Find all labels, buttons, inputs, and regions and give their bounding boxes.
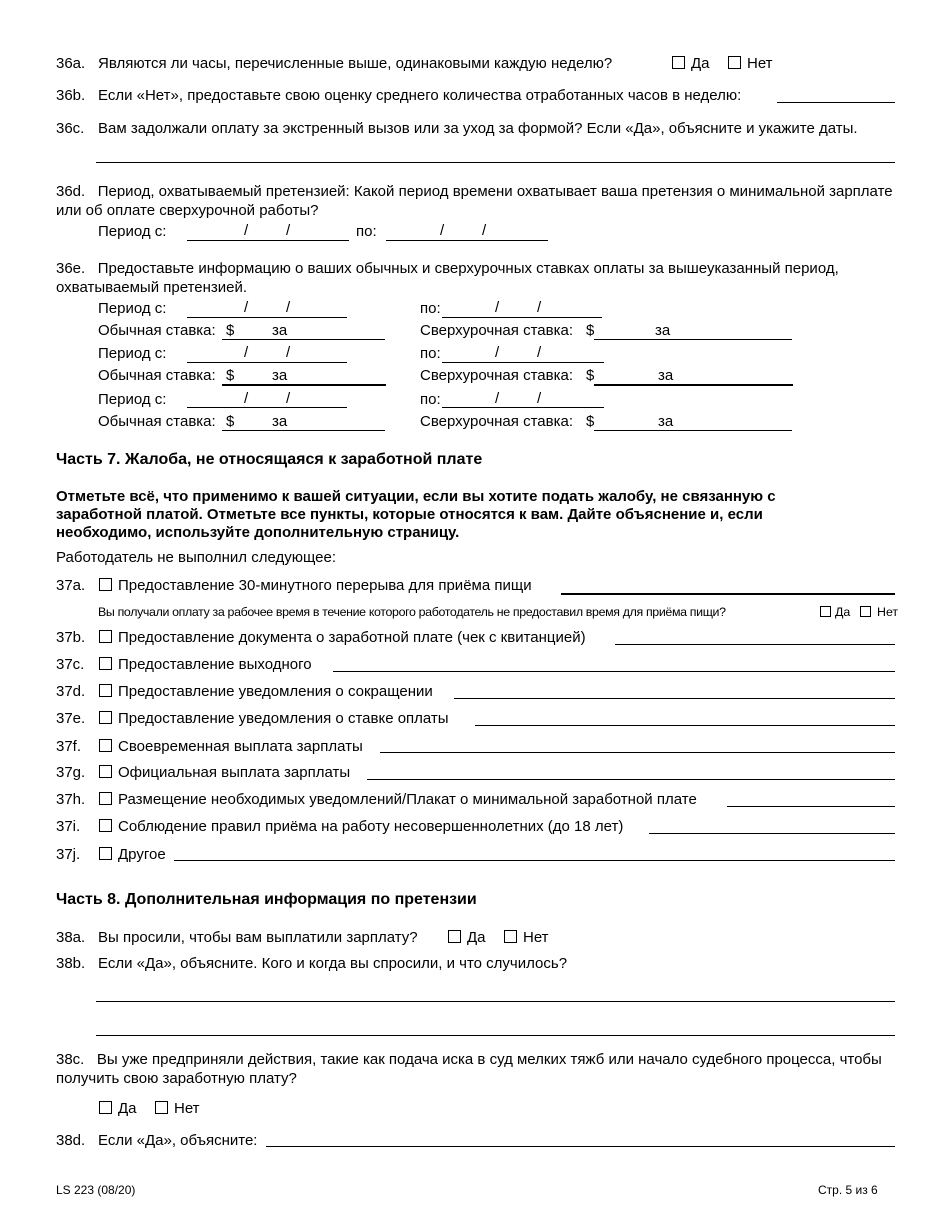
date-separator: / [537,299,542,316]
q37d-label: Предоставление уведомления о сокращении [118,683,433,700]
q36c-answer-line[interactable] [96,162,895,163]
q37c-explanation-line[interactable] [333,671,895,672]
checkbox[interactable] [99,792,112,805]
q36e-block [56,259,896,297]
q36e-overtime-rate-label-3: Сверхурочная ставка: [420,413,573,430]
checkbox[interactable] [99,657,112,670]
date-separator: / [286,299,291,316]
q36a-yes-option[interactable] [672,55,710,73]
q37d-option[interactable] [99,683,433,701]
q37i-label: Соблюдение правил приёма на работу несовершеннолетних (до 18 лет) [118,818,624,835]
q38d-number: 38d. [56,1132,86,1149]
checkbox[interactable] [728,56,741,69]
q36e-question: Предоставьте информацию о ваших обычных и сверхурочных ставках оплаты за вышеуказанный период, охватываемый претензией. [56,260,839,296]
dollar-sign: $ [226,367,235,384]
q36e-overtime-rate-field-2[interactable] [594,384,793,386]
q36e-to-date-field-1[interactable] [442,317,602,318]
date-separator: / [244,299,249,316]
checkbox[interactable] [99,578,112,591]
q36d-block [56,182,896,220]
q36e-to-label-3: по: [420,391,441,408]
checkbox[interactable] [448,930,461,943]
q38b-number: 38b. [56,955,86,972]
q38d-answer-line[interactable] [266,1146,895,1147]
q36e-from-label-2: Период с: [98,345,167,362]
checkbox[interactable] [99,684,112,697]
checkbox[interactable] [672,56,685,69]
q37a-explanation-line[interactable] [561,593,895,595]
date-separator: / [482,222,487,239]
q36c-number: 36c. [56,120,85,137]
q36d-number: 36d. [56,183,86,200]
per-label: за [658,367,674,384]
q36a-question: Являются ли часы, перечисленные выше, одинаковыми каждую неделю? [98,55,613,72]
q36e-from-label-3: Период с: [98,391,167,408]
q36a-no-option[interactable] [728,55,773,73]
yes-label: Да [691,55,710,72]
date-separator: / [286,222,291,239]
q37c-number: 37c. [56,656,85,673]
q38a-no-option[interactable] [504,929,549,947]
date-separator: / [537,390,542,407]
q36e-regular-rate-label-3: Обычная ставка: [98,413,216,430]
dollar-sign: $ [586,322,595,339]
checkbox[interactable] [99,819,112,832]
q37e-explanation-line[interactable] [475,725,895,726]
q36d-from-label: Период с: [98,223,167,240]
q36a-number: 36a. [56,55,86,72]
q36e-from-date-field-2[interactable] [187,362,347,363]
checkbox[interactable] [99,847,112,860]
date-separator: / [244,390,249,407]
q36e-regular-rate-field-1[interactable] [222,339,385,340]
q36d-to-label: по: [356,223,377,240]
q37c-option[interactable] [99,656,312,674]
q36e-number: 36e. [56,260,86,277]
q37a-option[interactable] [99,577,532,595]
q36e-from-label-1: Период с: [98,300,167,317]
date-separator: / [286,344,291,361]
yes-label: Да [835,605,851,619]
q37a-sub-yes-option[interactable] [820,603,850,621]
q36e-regular-rate-field-2[interactable] [222,384,386,386]
q38a-question: Вы просили, чтобы вам выплатили зарплату? [98,929,418,946]
q38b-answer-line-1[interactable] [96,1001,895,1002]
q37h-label: Размещение необходимых уведомлений/Плакат о минимальной заработной плате [118,791,697,808]
q36e-to-label-1: по: [420,300,441,317]
per-label: за [272,367,288,384]
q37g-explanation-line[interactable] [367,779,895,780]
footer-form-id: LS 223 (08/20) [56,1183,136,1197]
q36e-to-date-field-3[interactable] [442,407,604,408]
q37b-option[interactable] [99,629,586,647]
q38d-question: Если «Да», объясните: [98,1132,258,1149]
date-separator: / [244,222,249,239]
q37i-number: 37i. [56,818,81,835]
date-separator: / [537,344,542,361]
date-separator: / [495,344,500,361]
yes-label: Да [118,1100,137,1117]
q37d-explanation-line[interactable] [454,698,895,699]
q37g-label: Официальная выплата зарплаты [118,764,351,781]
q36e-overtime-rate-label-1: Сверхурочная ставка: [420,322,573,339]
q38b-question: Если «Да», объясните. Кого и когда вы спросили, и что случилось? [98,955,568,972]
q37f-number: 37f. [56,738,82,755]
q37a-sub-question: Вы получали оплату за рабочее время в течение которого работодатель не предоставил время для приёма пищи? [98,605,726,619]
q37c-label: Предоставление выходного [118,656,312,673]
q38c-number: 38c. [56,1051,85,1068]
date-separator: / [440,222,445,239]
per-label: за [655,322,671,339]
date-separator: / [244,344,249,361]
q37j-number: 37j. [56,846,81,863]
part7-employer-label: Работодатель не выполнил следующее: [56,549,337,566]
checkbox[interactable] [155,1101,168,1114]
q37b-label: Предоставление документа о заработной плате (чек с квитанцией) [118,629,586,646]
q37h-option[interactable] [99,791,697,809]
q36d-question: Период, охватываемый претензией: Какой период времени охватывает ваша претензия о минимальной зарплате или об оплате сверхурочной работы? [56,183,893,219]
checkbox[interactable] [99,765,112,778]
q36b-answer-line[interactable] [777,102,895,103]
q37b-number: 37b. [56,629,86,646]
footer-page-number: Стр. 5 из 6 [818,1183,878,1197]
checkbox[interactable] [99,739,112,752]
q36e-to-label-2: по: [420,345,441,362]
part8-heading: Часть 8. Дополнительная информация по претензии [56,891,477,908]
yes-label: Да [467,929,486,946]
q36d-from-date-field[interactable] [187,240,349,241]
q37b-explanation-line[interactable] [615,644,895,645]
q36e-to-date-field-2[interactable] [442,362,604,363]
q36e-regular-rate-field-3[interactable] [222,430,385,431]
q36e-regular-rate-label-1: Обычная ставка: [98,322,216,339]
q37d-number: 37d. [56,683,86,700]
q36e-overtime-rate-field-3[interactable] [594,430,792,431]
q36d-to-date-field[interactable] [386,240,548,241]
q36e-from-date-field-3[interactable] [187,407,347,408]
date-separator: / [495,299,500,316]
q36b-question: Если «Нет», предоставьте свою оценку среднего количества отработанных часов в неделю: [98,87,742,104]
q36e-overtime-rate-field-1[interactable] [594,339,792,340]
per-label: за [658,413,674,430]
q38b-answer-line-2[interactable] [96,1035,895,1036]
q36e-from-date-field-1[interactable] [187,317,347,318]
per-label: за [272,413,288,430]
checkbox[interactable] [504,930,517,943]
q37g-option[interactable] [99,764,350,782]
part7-heading: Часть 7. Жалоба, не относящаяся к заработной плате [56,451,483,468]
dollar-sign: $ [586,413,595,430]
q38c-question: Вы уже предприняли действия, такие как подача иска в суд мелких тяжб или начало судебного процесса, чтобы получить свою заработную плату? [56,1051,882,1087]
q37f-label: Своевременная выплата зарплаты [118,738,363,755]
q37h-explanation-line[interactable] [727,806,895,807]
checkbox[interactable] [99,1101,112,1114]
q37a-label: Предоставление 30-минутного перерыва для приёма пищи [118,577,532,594]
q36c-question: Вам задолжали оплату за экстренный вызов или за уход за формой? Если «Да», объясните и укажите даты. [98,120,858,137]
q37e-label: Предоставление уведомления о ставке оплаты [118,710,449,727]
q37i-option[interactable] [99,818,623,836]
per-label: за [272,322,288,339]
q38a-number: 38a. [56,929,86,946]
q36e-regular-rate-label-2: Обычная ставка: [98,367,216,384]
date-separator: / [286,390,291,407]
q37h-number: 37h. [56,791,86,808]
q38c-no-option[interactable] [155,1100,200,1118]
no-label: Нет [174,1100,200,1117]
no-label: Нет [523,929,549,946]
dollar-sign: $ [226,413,235,430]
part7-instructions: Отметьте всё, что применимо к вашей ситуации, если вы хотите подать жалобу, не связанную с заработной платой. Отметьте все пункты, которые относятся к вам. Дайте объяснение и, если необходимо, используйте дополнительную страницу. [56,488,776,541]
q37f-option[interactable] [99,738,363,756]
q37j-option[interactable] [99,846,166,864]
q38a-yes-option[interactable] [448,929,486,947]
q37f-explanation-line[interactable] [380,752,895,753]
date-separator: / [495,390,500,407]
q37j-explanation-line[interactable] [174,860,895,861]
no-label: Нет [747,55,773,72]
q37e-option[interactable] [99,710,449,728]
checkbox[interactable] [860,606,871,617]
dollar-sign: $ [226,322,235,339]
q37a-sub-no-option[interactable] [860,603,898,621]
checkbox[interactable] [99,711,112,724]
q36e-overtime-rate-label-2: Сверхурочная ставка: [420,367,573,384]
q37i-explanation-line[interactable] [649,833,895,834]
q38c-block [56,1050,896,1088]
q36b-number: 36b. [56,87,86,104]
checkbox[interactable] [99,630,112,643]
q37g-number: 37g. [56,764,86,781]
dollar-sign: $ [586,367,595,384]
q37j-label: Другое [118,846,166,863]
q37e-number: 37e. [56,710,86,727]
no-label: Нет [877,605,899,619]
checkbox[interactable] [820,606,831,617]
q38c-yes-option[interactable] [99,1100,137,1118]
q37a-number: 37a. [56,577,86,594]
